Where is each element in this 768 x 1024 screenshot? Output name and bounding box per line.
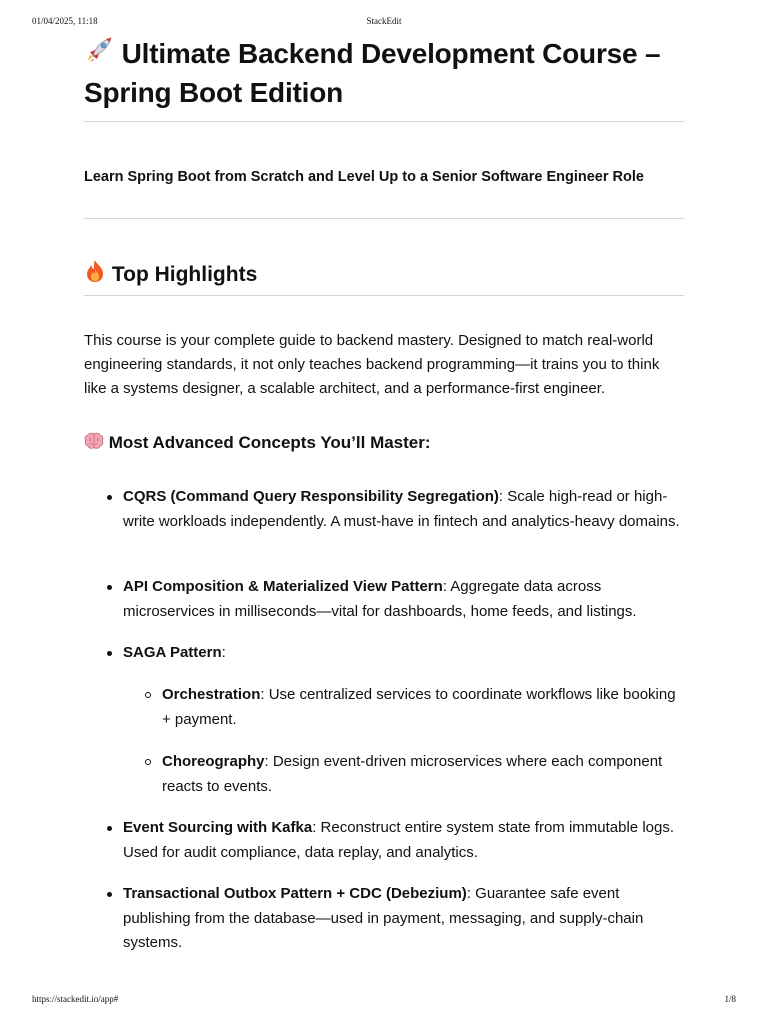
divider	[84, 218, 684, 219]
list-item-desc: : Guarantee safe event publishing from the database—used in payment, messaging, and supply-chain systems.	[123, 885, 644, 951]
section-heading-concepts	[84, 431, 684, 455]
list-item	[123, 816, 683, 865]
page-title	[84, 34, 684, 112]
page-subtitle: Learn Spring Boot from Scratch and Level Up to a Senior Software Engineer Role	[84, 169, 644, 185]
print-page-title: StackEdit	[366, 16, 402, 26]
section-heading-highlights	[84, 259, 684, 289]
print-page-number: 1/8	[724, 994, 736, 1004]
print-datetime: 01/04/2025, 11:18	[32, 16, 98, 26]
list-item-desc: : Design event-driven microservices where each component reacts to events.	[162, 753, 663, 795]
list-item-desc: : Scale high-read or high-write workloads independently. A must-have in fintech and analytics-heavy domains.	[123, 488, 680, 530]
list-item-term: Event Sourcing with Kafka	[123, 819, 313, 836]
list-item-desc: : Use centralized services to coordinate workflows like booking + payment.	[162, 686, 676, 728]
rocket-icon	[84, 35, 114, 65]
divider	[84, 121, 684, 122]
list-item-term: SAGA Pattern	[123, 644, 222, 661]
list-item-term: API Composition & Materialized View Pattern	[123, 578, 443, 595]
list-item	[123, 485, 683, 534]
sub-list-item	[162, 683, 683, 732]
brain-icon	[84, 432, 104, 450]
list-item	[123, 882, 683, 956]
list-item-term: CQRS (Command Query Responsibility Segregation)	[123, 488, 499, 505]
intro-paragraph: This course is your complete guide to backend mastery. Designed to match real-world engineering standards, it not only teaches backend programming—it trains you to think like a systems designer, a scalable architect, and a performance-first engineer.	[84, 332, 660, 397]
print-url: https://stackedit.io/app#	[32, 994, 119, 1004]
list-item-desc: : Aggregate data across microservices in milliseconds—vital for dashboards, home feeds, and listings.	[123, 578, 637, 620]
fire-icon	[84, 259, 106, 283]
section-heading-text: Most Advanced Concepts You’ll Master:	[108, 433, 431, 452]
section-heading-text: Top Highlights	[111, 263, 258, 286]
list-item-desc: : Reconstruct entire system state from immutable logs. Used for audit compliance, data replay, and analytics.	[123, 819, 674, 861]
list-item-desc: :	[221, 644, 226, 661]
list-item-term: Transactional Outbox Pattern + CDC (Debezium)	[123, 885, 467, 902]
list-item-term: Orchestration	[162, 686, 261, 703]
sub-list-item	[162, 750, 683, 799]
page-title-text: Ultimate Backend Development Course – Spring Boot Edition	[84, 38, 661, 108]
divider	[84, 295, 684, 296]
list-item	[123, 641, 683, 666]
list-item	[123, 575, 683, 624]
list-item-term: Choreography	[162, 753, 265, 770]
